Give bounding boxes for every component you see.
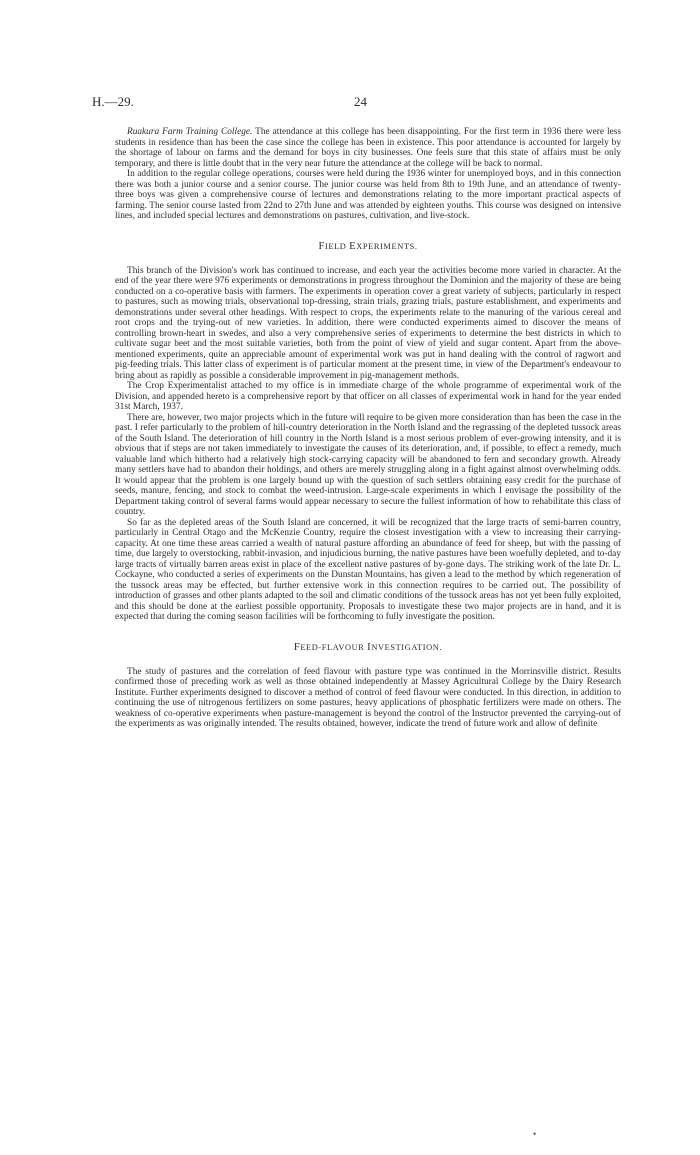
body-text: [115, 127, 621, 730]
paragraph-field-4: So far as the depleted areas of the South Island are concerned, it will be recognized that the large tracts of semi-barren country, particularly in Central Otago and the McKenzie Country, require the closest investigation with a view to increasing their carrying-capacity. At one time these areas carried a wealth of natural pasture affording an abundance of feed for sheep, but with the passing of time, due largely to overstocking, rabbit-invasion, and injudicious burning, the native pastures have been woefully depleted, and to-day large tracts of virtually barren areas exist in place of the excellent native pastures of by-gone days. The striking work of the late Dr. L. Cockayne, who conducted a series of experiments on the Dunstan Mountains, has given a lead to the method by which regeneration of the tussock areas may be effected, but further extensive work in this connection requires to be carried out. The possibility of introduction of grasses and other plants adapted to the soil and climatic conditions of the tussock areas has not yet been fully exploited, and this should be done at the earliest possible opportunity. Proposals to investigate these two major projects are in hand, and it is expected that during the coming season facilities will be forthcoming to fully investigate the position.: [115, 517, 621, 622]
paragraph-courses: In addition to the regular college operations, courses were held during the 1936 winter for unemployed boys, and in this connection there was both a junior course and a senior course. The junior course was held from 8th to 19th June, and an attendance of twenty-three boys was given a comprehensive course of lectures and demonstrations relating to the more important practical aspects of farming. The senior course lasted from 22nd to 27th June and was attended by eighteen youths. This course was designed on intensive lines, and included special lectures and demonstrations on pastures, cultivation, and live-stock.: [115, 169, 621, 221]
paragraph-text: The attendance at this college has been disappointing. For the first term in 1936 there were less students in residence than has been the case since the college has been in existence. This poor attendance is accounted for largely by the shortage of labour on farms and the demand for boys in city businesses. One feels sure that this state of affairs must be only temporary, and there is little doubt that in the very near future the attendance at the college will be back to normal.: [115, 127, 621, 169]
paragraph-field-3: There are, however, two major projects which in the future will require to be given more consideration than has been the case in the past. I refer particularly to the problem of hill-country deterioration in the North Island and the regrassing of the depleted tussock areas of the South Island. The deterioration of hill country in the North Island is a most serious problem of ever-growing intensity, and it is obvious that if steps are not taken immediately to investigate the causes of its deterioration, and, if possible, to effect a remedy, much valuable land which hitherto had a relatively high stock-carrying capacity will be abandoned to fern and secondary growth. Already many settlers have had to abandon their holdings, and others are merely struggling along in a fight against almost overwhelming odds. It would appear that the problem is one largely bound up with the question of such settlers obtaining easy credit for the purchase of seeds, manure, fencing, and stock to combat the weed-intrusion. Large-scale experiments in which I envisage the possibility of the Department taking control of several farms would appear necessary to secure the fullest information of how to rehabilitate this class of country.: [115, 412, 621, 517]
paragraph-field-2: The Crop Experimentalist attached to my office is in immediate charge of the whole programme of experimental work of the Division, and appended hereto is a comprehensive report by that officer on all classes of experimental work in hand for the year ended 31st March, 1937.: [115, 381, 621, 412]
paragraph-ruakura: [115, 127, 621, 169]
document-reference: H.—29.: [92, 94, 134, 109]
paragraph-feed-1: The study of pastures and the correlation of feed flavour with pasture type was continued in the Morrinsville district. Results confirmed those of preceding work as well as those obtained independently at Massey Agricultural College by the Dairy Research Institute. Further experiments designed to discover a method of control of feed flavour were conducted. In this direction, in addition to continuing the use of nitrogenous fertilizers on some pastures, heavy applications of phosphatic fertilizers were made on others. The weakness of co-operative experiments when pasture-management is beyond the control of the Instructor prevented the carrying-out of the experiments as was originally intended. The results obtained, however, indicate the trend of future work and allow of definite: [115, 666, 621, 729]
page-mark: •: [533, 1129, 537, 1139]
section-heading-feed-flavour: FEED-FLAVOUR INVESTIGATION.: [293, 641, 443, 653]
section-heading-field-experiments: FIELD EXPERIMENTS.: [318, 240, 418, 252]
page-number: 24: [354, 94, 367, 109]
page-header: [92, 94, 620, 110]
paragraph-lead-title: Ruakura Farm Training College.: [127, 127, 253, 137]
paragraph-field-1: This branch of the Division's work has continued to increase, and each year the activities become more varied in character. At the end of the year there were 976 experiments or demonstrations in progress throughout the Dominion and the majority of these are being conducted on a co-operative basis with farmers. The experiments in operation cover a great variety of subjects, particularly in respect to pastures, such as mowing trials, observational top-dressing, strain trials, grazing trials, pasture establishment, and experiments and demonstrations under several other headings. With respect to crops, the experiments relate to the manuring of the various cereal and root crops and the trying-out of new varieties. In addition, there were conducted experiments aimed to discover the means of controlling brown-heart in swedes, and also a very comprehensive series of experiments to determine the best districts in which to cultivate sugar beet and the most suitable varieties, both from the point of view of yield and sugar content. Apart from the above-mentioned experiments, quite an appreciable amount of experimental work was put in hand dealing with the control of ragwort and pig-feeding trials. This latter class of experiment is of particular moment at the present time, in view of the Department's endeavour to bring about as rapidly as possible a considerable improvement in pig-management methods.: [115, 265, 621, 381]
